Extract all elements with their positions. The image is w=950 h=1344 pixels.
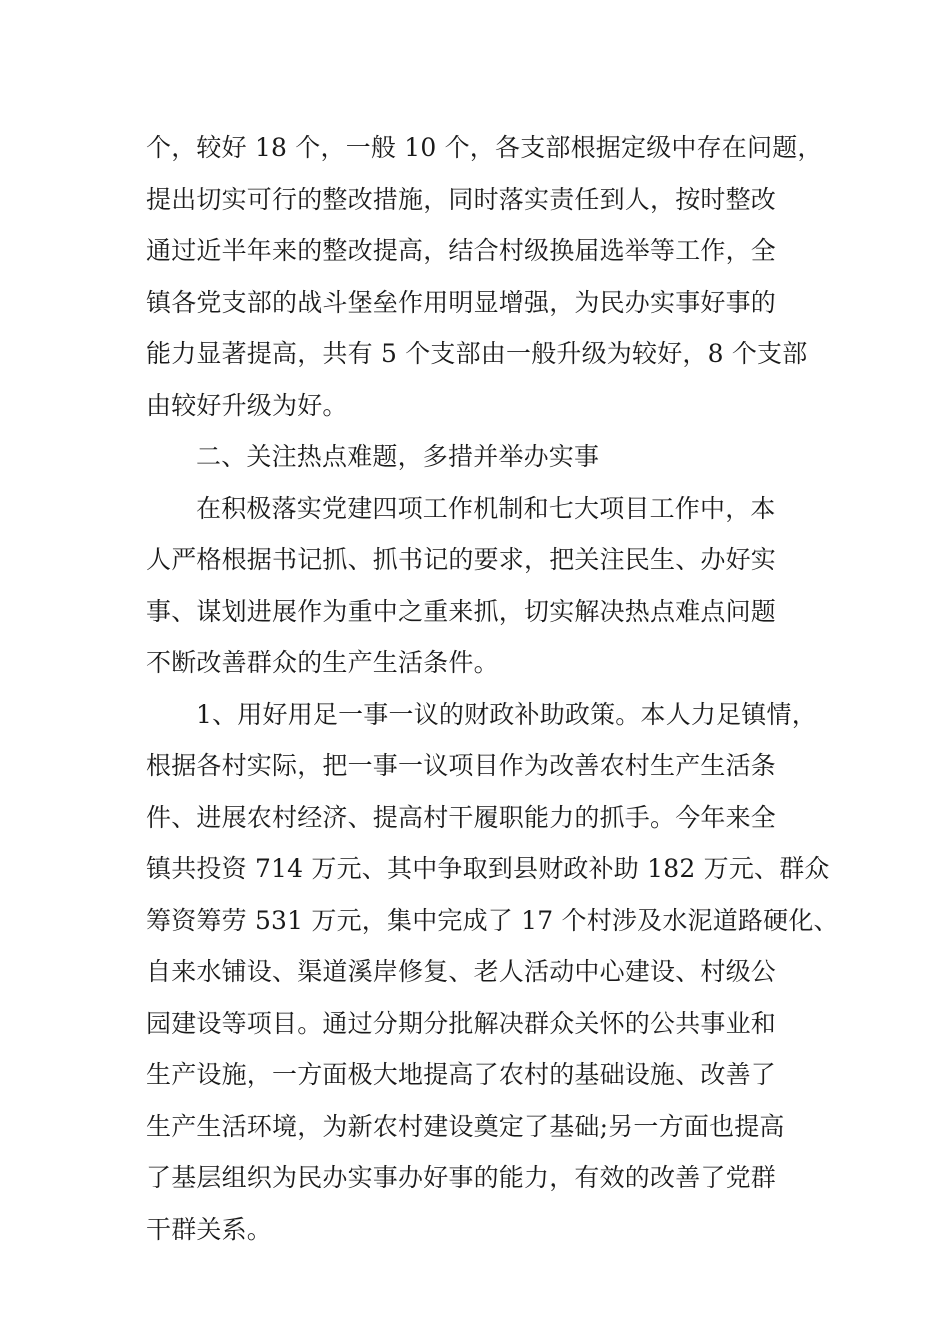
text-line: 1、用好用足一事一议的财政补助政策。本人力足镇情， xyxy=(196,699,817,729)
text-line: 生产设施，一方面极大地提高了农村的基础设施、改善了 xyxy=(146,1060,777,1089)
text-line: 人严格根据书记抓、抓书记的要求，把关注民生、办好实 xyxy=(146,545,777,574)
document-body xyxy=(146,122,839,1255)
text-line: 不断改善群众的生产生活条件。 xyxy=(146,648,499,677)
text-line: 提出切实可行的整改措施，同时落实责任到人，按时整改 xyxy=(146,184,777,214)
text-line: 干群关系。 xyxy=(146,1214,273,1244)
text-line: 根据各村实际，把一事一议项目作为改善农村生产生活条 xyxy=(146,751,777,780)
text-line: 园建设等项目。通过分期分批解决群众关怀的公共事业和 xyxy=(146,1008,777,1038)
text-line: 筹资筹劳 531 万元，集中完成了 17 个村涉及水泥道路硬化、 xyxy=(146,905,839,935)
text-line: 能力显著提高，共有 5 个支部由一般升级为较好，8 个支部 xyxy=(146,339,808,368)
text-line: 件、进展农村经济、提高村干履职能力的抓手。今年来全 xyxy=(146,802,777,832)
text-line: 通过近半年来的整改提高，结合村级换届选举等工作，全 xyxy=(146,236,777,265)
text-line: 个，较好 18 个，一般 10 个，各支部根据定级中存在问题， xyxy=(146,133,823,162)
text-line: 镇共投资 714 万元、其中争取到县财政补助 182 万元、群众 xyxy=(146,854,830,883)
text-line: 在积极落实党建四项工作机制和七大项目工作中，本 xyxy=(196,493,776,523)
section-heading: 二、关注热点难题，多措并举办实事 xyxy=(196,442,600,471)
text-line: 生产生活环境，为新农村建设奠定了基础;另一方面也提高 xyxy=(146,1111,785,1141)
text-line: 自来水铺设、渠道溪岸修复、老人活动中心建设、村级公 xyxy=(146,957,777,986)
text-line: 了基层组织为民办实事办好事的能力，有效的改善了党群 xyxy=(146,1163,777,1192)
text-line: 事、谋划进展作为重中之重来抓，切实解决热点难点问题 xyxy=(146,596,777,626)
text-line: 由较好升级为好。 xyxy=(146,390,348,420)
text-line: 镇各党支部的战斗堡垒作用明显增强，为民办实事好事的 xyxy=(146,287,777,317)
